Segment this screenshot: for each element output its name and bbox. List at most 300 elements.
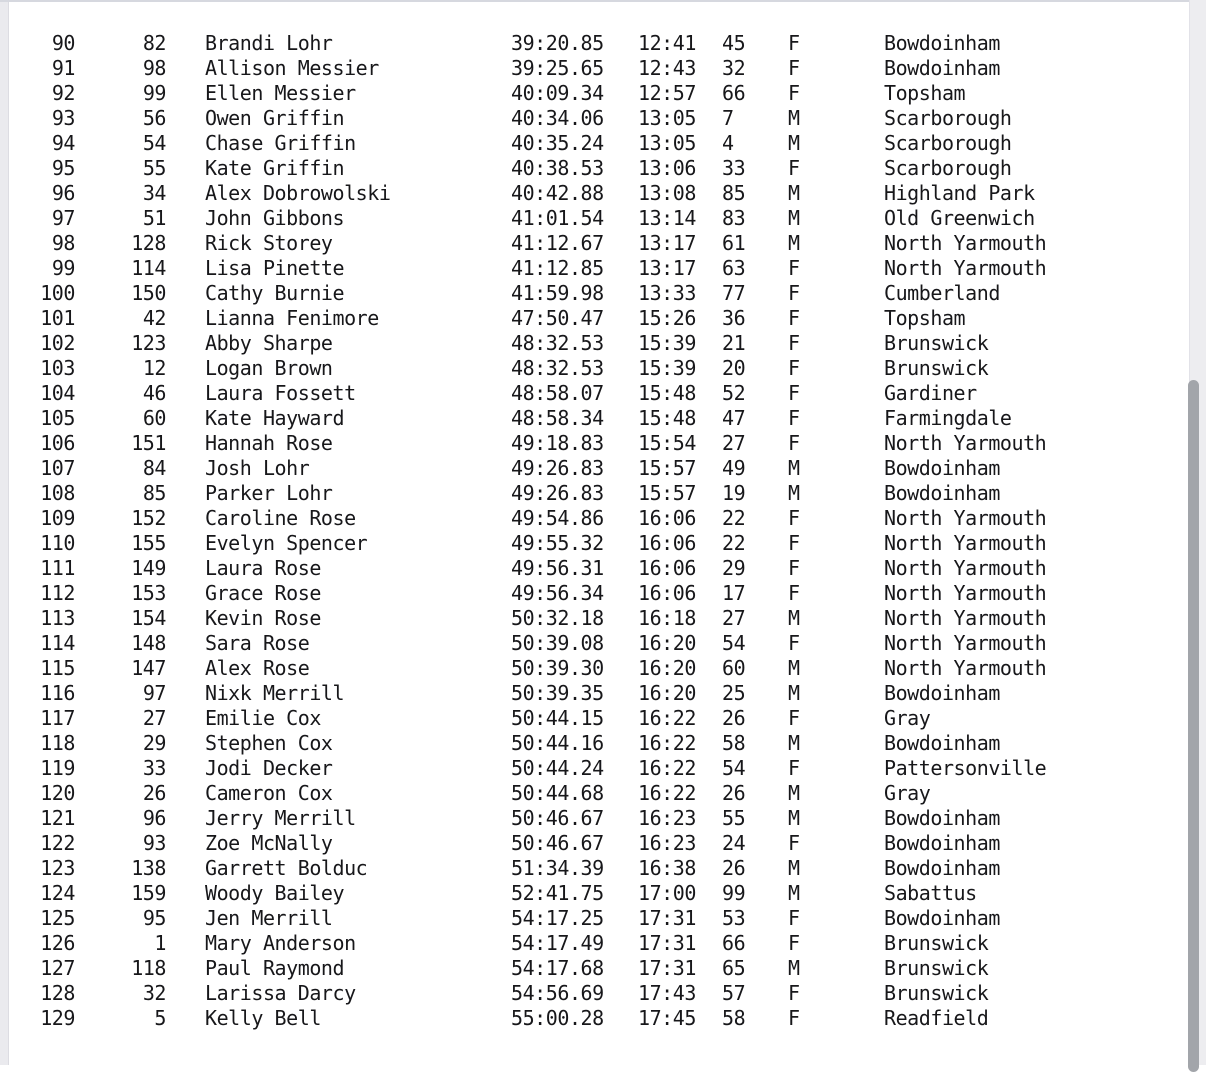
result-row xyxy=(0,256,1180,281)
name-cell: Jodi Decker xyxy=(205,756,333,780)
bib-cell: 84 xyxy=(142,456,166,480)
result-row xyxy=(0,756,1180,781)
pace-cell: 16:22 xyxy=(638,756,696,780)
bib-cell: 150 xyxy=(131,281,166,305)
bib-cell: 46 xyxy=(142,381,166,405)
sex-cell: F xyxy=(788,431,800,455)
place-cell: 104 xyxy=(40,381,75,405)
name-cell: Caroline Rose xyxy=(205,506,356,530)
age-cell: 22 xyxy=(722,531,746,555)
pace-cell: 15:57 xyxy=(638,481,696,505)
bib-cell: 155 xyxy=(131,531,166,555)
sex-cell: F xyxy=(788,631,800,655)
bib-cell: 159 xyxy=(131,881,166,905)
sex-cell: F xyxy=(788,506,800,530)
age-cell: 19 xyxy=(722,481,746,505)
bib-cell: 95 xyxy=(142,906,166,930)
time-cell: 54:56.69 xyxy=(511,981,604,1005)
place-cell: 124 xyxy=(40,881,75,905)
city-cell: Bowdoinham xyxy=(884,806,1000,830)
time-cell: 54:17.49 xyxy=(511,931,604,955)
scrollbar-thumb[interactable] xyxy=(1188,380,1199,1072)
city-cell: Scarborough xyxy=(884,106,1012,130)
name-cell: John Gibbons xyxy=(205,206,345,230)
sex-cell: F xyxy=(788,306,800,330)
bib-cell: 99 xyxy=(142,81,166,105)
age-cell: 85 xyxy=(722,181,746,205)
city-cell: North Yarmouth xyxy=(884,531,1047,555)
pace-cell: 16:06 xyxy=(638,581,696,605)
result-row xyxy=(0,56,1180,81)
time-cell: 54:17.68 xyxy=(511,956,604,980)
city-cell: Gardiner xyxy=(884,381,977,405)
place-cell: 128 xyxy=(40,981,75,1005)
age-cell: 66 xyxy=(722,931,746,955)
bib-cell: 1 xyxy=(154,931,166,955)
pace-cell: 15:48 xyxy=(638,406,696,430)
place-cell: 111 xyxy=(40,556,75,580)
bib-cell: 123 xyxy=(131,331,166,355)
name-cell: Alex Dobrowolski xyxy=(205,181,391,205)
time-cell: 50:39.35 xyxy=(511,681,604,705)
name-cell: Kevin Rose xyxy=(205,606,321,630)
bib-cell: 154 xyxy=(131,606,166,630)
city-cell: Brunswick xyxy=(884,931,989,955)
bib-cell: 85 xyxy=(142,481,166,505)
place-cell: 107 xyxy=(40,456,75,480)
result-row xyxy=(0,481,1180,506)
name-cell: Nixk Merrill xyxy=(205,681,345,705)
time-cell: 39:25.65 xyxy=(511,56,604,80)
result-row xyxy=(0,706,1180,731)
name-cell: Woody Bailey xyxy=(205,881,345,905)
result-row xyxy=(0,881,1180,906)
result-row xyxy=(0,131,1180,156)
place-cell: 116 xyxy=(40,681,75,705)
time-cell: 49:26.83 xyxy=(511,481,604,505)
time-cell: 54:17.25 xyxy=(511,906,604,930)
name-cell: Chase Griffin xyxy=(205,131,356,155)
age-cell: 27 xyxy=(722,606,746,630)
city-cell: Scarborough xyxy=(884,131,1012,155)
place-cell: 129 xyxy=(40,1006,75,1030)
age-cell: 77 xyxy=(722,281,746,305)
name-cell: Logan Brown xyxy=(205,356,333,380)
city-cell: Topsham xyxy=(884,81,966,105)
name-cell: Grace Rose xyxy=(205,581,321,605)
pace-cell: 16:38 xyxy=(638,856,696,880)
place-cell: 125 xyxy=(40,906,75,930)
age-cell: 26 xyxy=(722,781,746,805)
bib-cell: 148 xyxy=(131,631,166,655)
time-cell: 41:01.54 xyxy=(511,206,604,230)
pace-cell: 12:57 xyxy=(638,81,696,105)
sex-cell: M xyxy=(788,106,800,130)
pace-cell: 13:08 xyxy=(638,181,696,205)
time-cell: 41:59.98 xyxy=(511,281,604,305)
pace-cell: 15:26 xyxy=(638,306,696,330)
name-cell: Zoe McNally xyxy=(205,831,333,855)
pace-cell: 15:57 xyxy=(638,456,696,480)
place-cell: 109 xyxy=(40,506,75,530)
city-cell: Topsham xyxy=(884,306,966,330)
city-cell: North Yarmouth xyxy=(884,656,1047,680)
pace-cell: 12:43 xyxy=(638,56,696,80)
result-row xyxy=(0,956,1180,981)
result-row xyxy=(0,656,1180,681)
age-cell: 29 xyxy=(722,556,746,580)
age-cell: 53 xyxy=(722,906,746,930)
pace-cell: 15:54 xyxy=(638,431,696,455)
pace-cell: 17:45 xyxy=(638,1006,696,1030)
city-cell: North Yarmouth xyxy=(884,581,1047,605)
sex-cell: M xyxy=(788,181,800,205)
age-cell: 99 xyxy=(722,881,746,905)
place-cell: 121 xyxy=(40,806,75,830)
place-cell: 96 xyxy=(51,181,75,205)
result-row xyxy=(0,181,1180,206)
sex-cell: F xyxy=(788,531,800,555)
name-cell: Emilie Cox xyxy=(205,706,321,730)
pace-cell: 16:20 xyxy=(638,656,696,680)
result-row xyxy=(0,406,1180,431)
time-cell: 41:12.85 xyxy=(511,256,604,280)
city-cell: North Yarmouth xyxy=(884,631,1047,655)
age-cell: 20 xyxy=(722,356,746,380)
city-cell: Readfield xyxy=(884,1006,989,1030)
name-cell: Mary Anderson xyxy=(205,931,356,955)
sex-cell: F xyxy=(788,56,800,80)
time-cell: 50:39.08 xyxy=(511,631,604,655)
result-row xyxy=(0,506,1180,531)
sex-cell: M xyxy=(788,731,800,755)
result-row xyxy=(0,431,1180,456)
pace-cell: 16:06 xyxy=(638,556,696,580)
time-cell: 48:58.07 xyxy=(511,381,604,405)
place-cell: 114 xyxy=(40,631,75,655)
pace-cell: 16:20 xyxy=(638,631,696,655)
city-cell: Pattersonville xyxy=(884,756,1047,780)
result-row xyxy=(0,556,1180,581)
bib-cell: 114 xyxy=(131,256,166,280)
bib-cell: 96 xyxy=(142,806,166,830)
bib-cell: 32 xyxy=(142,981,166,1005)
result-row xyxy=(0,681,1180,706)
pace-cell: 16:23 xyxy=(638,831,696,855)
city-cell: Brunswick xyxy=(884,331,989,355)
sex-cell: M xyxy=(788,856,800,880)
pace-cell: 17:43 xyxy=(638,981,696,1005)
sex-cell: F xyxy=(788,831,800,855)
place-cell: 105 xyxy=(40,406,75,430)
bib-cell: 128 xyxy=(131,231,166,255)
name-cell: Alex Rose xyxy=(205,656,310,680)
time-cell: 40:42.88 xyxy=(511,181,604,205)
age-cell: 17 xyxy=(722,581,746,605)
sex-cell: M xyxy=(788,456,800,480)
time-cell: 49:56.31 xyxy=(511,556,604,580)
bib-cell: 93 xyxy=(142,831,166,855)
city-cell: Bowdoinham xyxy=(884,456,1000,480)
time-cell: 50:44.16 xyxy=(511,731,604,755)
name-cell: Lisa Pinette xyxy=(205,256,345,280)
age-cell: 52 xyxy=(722,381,746,405)
place-cell: 90 xyxy=(51,31,75,55)
name-cell: Jen Merrill xyxy=(205,906,333,930)
age-cell: 33 xyxy=(722,156,746,180)
city-cell: Farmingdale xyxy=(884,406,1012,430)
name-cell: Laura Rose xyxy=(205,556,321,580)
result-row xyxy=(0,206,1180,231)
result-row xyxy=(0,606,1180,631)
bib-cell: 82 xyxy=(142,31,166,55)
result-row xyxy=(0,631,1180,656)
name-cell: Kate Griffin xyxy=(205,156,345,180)
result-row xyxy=(0,1006,1180,1031)
city-cell: North Yarmouth xyxy=(884,606,1047,630)
results-table xyxy=(0,31,1180,1031)
name-cell: Abby Sharpe xyxy=(205,331,333,355)
result-row xyxy=(0,231,1180,256)
sex-cell: F xyxy=(788,706,800,730)
time-cell: 41:12.67 xyxy=(511,231,604,255)
bib-cell: 98 xyxy=(142,56,166,80)
age-cell: 66 xyxy=(722,81,746,105)
bib-cell: 29 xyxy=(142,731,166,755)
time-cell: 40:34.06 xyxy=(511,106,604,130)
age-cell: 63 xyxy=(722,256,746,280)
sex-cell: M xyxy=(788,781,800,805)
pace-cell: 13:17 xyxy=(638,256,696,280)
age-cell: 32 xyxy=(722,56,746,80)
name-cell: Stephen Cox xyxy=(205,731,333,755)
age-cell: 54 xyxy=(722,631,746,655)
time-cell: 50:44.24 xyxy=(511,756,604,780)
city-cell: Brunswick xyxy=(884,981,989,1005)
result-row xyxy=(0,981,1180,1006)
result-row xyxy=(0,81,1180,106)
scrollbar-track[interactable] xyxy=(1189,0,1206,1065)
sex-cell: F xyxy=(788,256,800,280)
name-cell: Sara Rose xyxy=(205,631,310,655)
pace-cell: 16:23 xyxy=(638,806,696,830)
result-row xyxy=(0,856,1180,881)
place-cell: 95 xyxy=(51,156,75,180)
place-cell: 93 xyxy=(51,106,75,130)
city-cell: Cumberland xyxy=(884,281,1000,305)
age-cell: 45 xyxy=(722,31,746,55)
city-cell: Old Greenwich xyxy=(884,206,1035,230)
age-cell: 57 xyxy=(722,981,746,1005)
name-cell: Laura Fossett xyxy=(205,381,356,405)
place-cell: 101 xyxy=(40,306,75,330)
bib-cell: 34 xyxy=(142,181,166,205)
city-cell: Brunswick xyxy=(884,356,989,380)
sex-cell: M xyxy=(788,606,800,630)
age-cell: 60 xyxy=(722,656,746,680)
city-cell: Brunswick xyxy=(884,956,989,980)
time-cell: 50:46.67 xyxy=(511,831,604,855)
sex-cell: F xyxy=(788,581,800,605)
bib-cell: 56 xyxy=(142,106,166,130)
result-row xyxy=(0,806,1180,831)
sex-cell: F xyxy=(788,331,800,355)
sex-cell: F xyxy=(788,1006,800,1030)
sex-cell: F xyxy=(788,406,800,430)
place-cell: 117 xyxy=(40,706,75,730)
pace-cell: 13:05 xyxy=(638,106,696,130)
result-row xyxy=(0,306,1180,331)
pace-cell: 17:31 xyxy=(638,906,696,930)
city-cell: Bowdoinham xyxy=(884,681,1000,705)
sex-cell: M xyxy=(788,131,800,155)
pace-cell: 16:06 xyxy=(638,531,696,555)
name-cell: Cathy Burnie xyxy=(205,281,345,305)
bib-cell: 149 xyxy=(131,556,166,580)
sex-cell: F xyxy=(788,556,800,580)
result-row xyxy=(0,156,1180,181)
sex-cell: M xyxy=(788,681,800,705)
sex-cell: F xyxy=(788,281,800,305)
time-cell: 47:50.47 xyxy=(511,306,604,330)
result-row xyxy=(0,331,1180,356)
age-cell: 83 xyxy=(722,206,746,230)
pace-cell: 15:39 xyxy=(638,331,696,355)
city-cell: Bowdoinham xyxy=(884,56,1000,80)
sex-cell: M xyxy=(788,206,800,230)
city-cell: Bowdoinham xyxy=(884,31,1000,55)
sex-cell: F xyxy=(788,931,800,955)
result-row xyxy=(0,781,1180,806)
time-cell: 50:39.30 xyxy=(511,656,604,680)
sex-cell: M xyxy=(788,881,800,905)
place-cell: 106 xyxy=(40,431,75,455)
time-cell: 40:38.53 xyxy=(511,156,604,180)
place-cell: 119 xyxy=(40,756,75,780)
bib-cell: 12 xyxy=(142,356,166,380)
place-cell: 112 xyxy=(40,581,75,605)
place-cell: 99 xyxy=(51,256,75,280)
result-row xyxy=(0,531,1180,556)
name-cell: Kate Hayward xyxy=(205,406,345,430)
time-cell: 50:46.67 xyxy=(511,806,604,830)
city-cell: North Yarmouth xyxy=(884,231,1047,255)
age-cell: 65 xyxy=(722,956,746,980)
bib-cell: 60 xyxy=(142,406,166,430)
place-cell: 122 xyxy=(40,831,75,855)
sex-cell: F xyxy=(788,156,800,180)
bib-cell: 152 xyxy=(131,506,166,530)
name-cell: Paul Raymond xyxy=(205,956,345,980)
name-cell: Cameron Cox xyxy=(205,781,333,805)
place-cell: 118 xyxy=(40,731,75,755)
bib-cell: 151 xyxy=(131,431,166,455)
time-cell: 49:18.83 xyxy=(511,431,604,455)
time-cell: 55:00.28 xyxy=(511,1006,604,1030)
city-cell: Gray xyxy=(884,706,931,730)
pace-cell: 13:14 xyxy=(638,206,696,230)
sex-cell: M xyxy=(788,656,800,680)
name-cell: Rick Storey xyxy=(205,231,333,255)
result-row xyxy=(0,731,1180,756)
age-cell: 36 xyxy=(722,306,746,330)
time-cell: 48:32.53 xyxy=(511,331,604,355)
bib-cell: 118 xyxy=(131,956,166,980)
place-cell: 92 xyxy=(51,81,75,105)
pace-cell: 16:22 xyxy=(638,706,696,730)
sex-cell: M xyxy=(788,231,800,255)
name-cell: Owen Griffin xyxy=(205,106,345,130)
time-cell: 49:56.34 xyxy=(511,581,604,605)
time-cell: 40:09.34 xyxy=(511,81,604,105)
pace-cell: 13:17 xyxy=(638,231,696,255)
age-cell: 26 xyxy=(722,706,746,730)
city-cell: North Yarmouth xyxy=(884,256,1047,280)
time-cell: 50:44.68 xyxy=(511,781,604,805)
city-cell: North Yarmouth xyxy=(884,431,1047,455)
place-cell: 113 xyxy=(40,606,75,630)
name-cell: Hannah Rose xyxy=(205,431,333,455)
pace-cell: 17:31 xyxy=(638,956,696,980)
bib-cell: 5 xyxy=(154,1006,166,1030)
name-cell: Kelly Bell xyxy=(205,1006,321,1030)
age-cell: 24 xyxy=(722,831,746,855)
place-cell: 108 xyxy=(40,481,75,505)
bib-cell: 55 xyxy=(142,156,166,180)
bib-cell: 42 xyxy=(142,306,166,330)
place-cell: 103 xyxy=(40,356,75,380)
pace-cell: 16:22 xyxy=(638,731,696,755)
place-cell: 120 xyxy=(40,781,75,805)
time-cell: 49:54.86 xyxy=(511,506,604,530)
age-cell: 55 xyxy=(722,806,746,830)
bib-cell: 147 xyxy=(131,656,166,680)
age-cell: 25 xyxy=(722,681,746,705)
age-cell: 54 xyxy=(722,756,746,780)
city-cell: North Yarmouth xyxy=(884,506,1047,530)
result-row xyxy=(0,581,1180,606)
sex-cell: F xyxy=(788,981,800,1005)
age-cell: 22 xyxy=(722,506,746,530)
time-cell: 40:35.24 xyxy=(511,131,604,155)
time-cell: 39:20.85 xyxy=(511,31,604,55)
result-row xyxy=(0,106,1180,131)
age-cell: 61 xyxy=(722,231,746,255)
result-row xyxy=(0,356,1180,381)
place-cell: 110 xyxy=(40,531,75,555)
age-cell: 4 xyxy=(722,131,734,155)
result-row xyxy=(0,931,1180,956)
city-cell: Bowdoinham xyxy=(884,906,1000,930)
name-cell: Brandi Lohr xyxy=(205,31,333,55)
age-cell: 49 xyxy=(722,456,746,480)
result-row xyxy=(0,381,1180,406)
city-cell: Scarborough xyxy=(884,156,1012,180)
name-cell: Garrett Bolduc xyxy=(205,856,368,880)
place-cell: 91 xyxy=(51,56,75,80)
name-cell: Larissa Darcy xyxy=(205,981,356,1005)
time-cell: 50:44.15 xyxy=(511,706,604,730)
pace-cell: 13:33 xyxy=(638,281,696,305)
sex-cell: M xyxy=(788,806,800,830)
place-cell: 102 xyxy=(40,331,75,355)
pace-cell: 16:06 xyxy=(638,506,696,530)
sex-cell: F xyxy=(788,31,800,55)
age-cell: 26 xyxy=(722,856,746,880)
bib-cell: 97 xyxy=(142,681,166,705)
city-cell: Bowdoinham xyxy=(884,856,1000,880)
place-cell: 115 xyxy=(40,656,75,680)
